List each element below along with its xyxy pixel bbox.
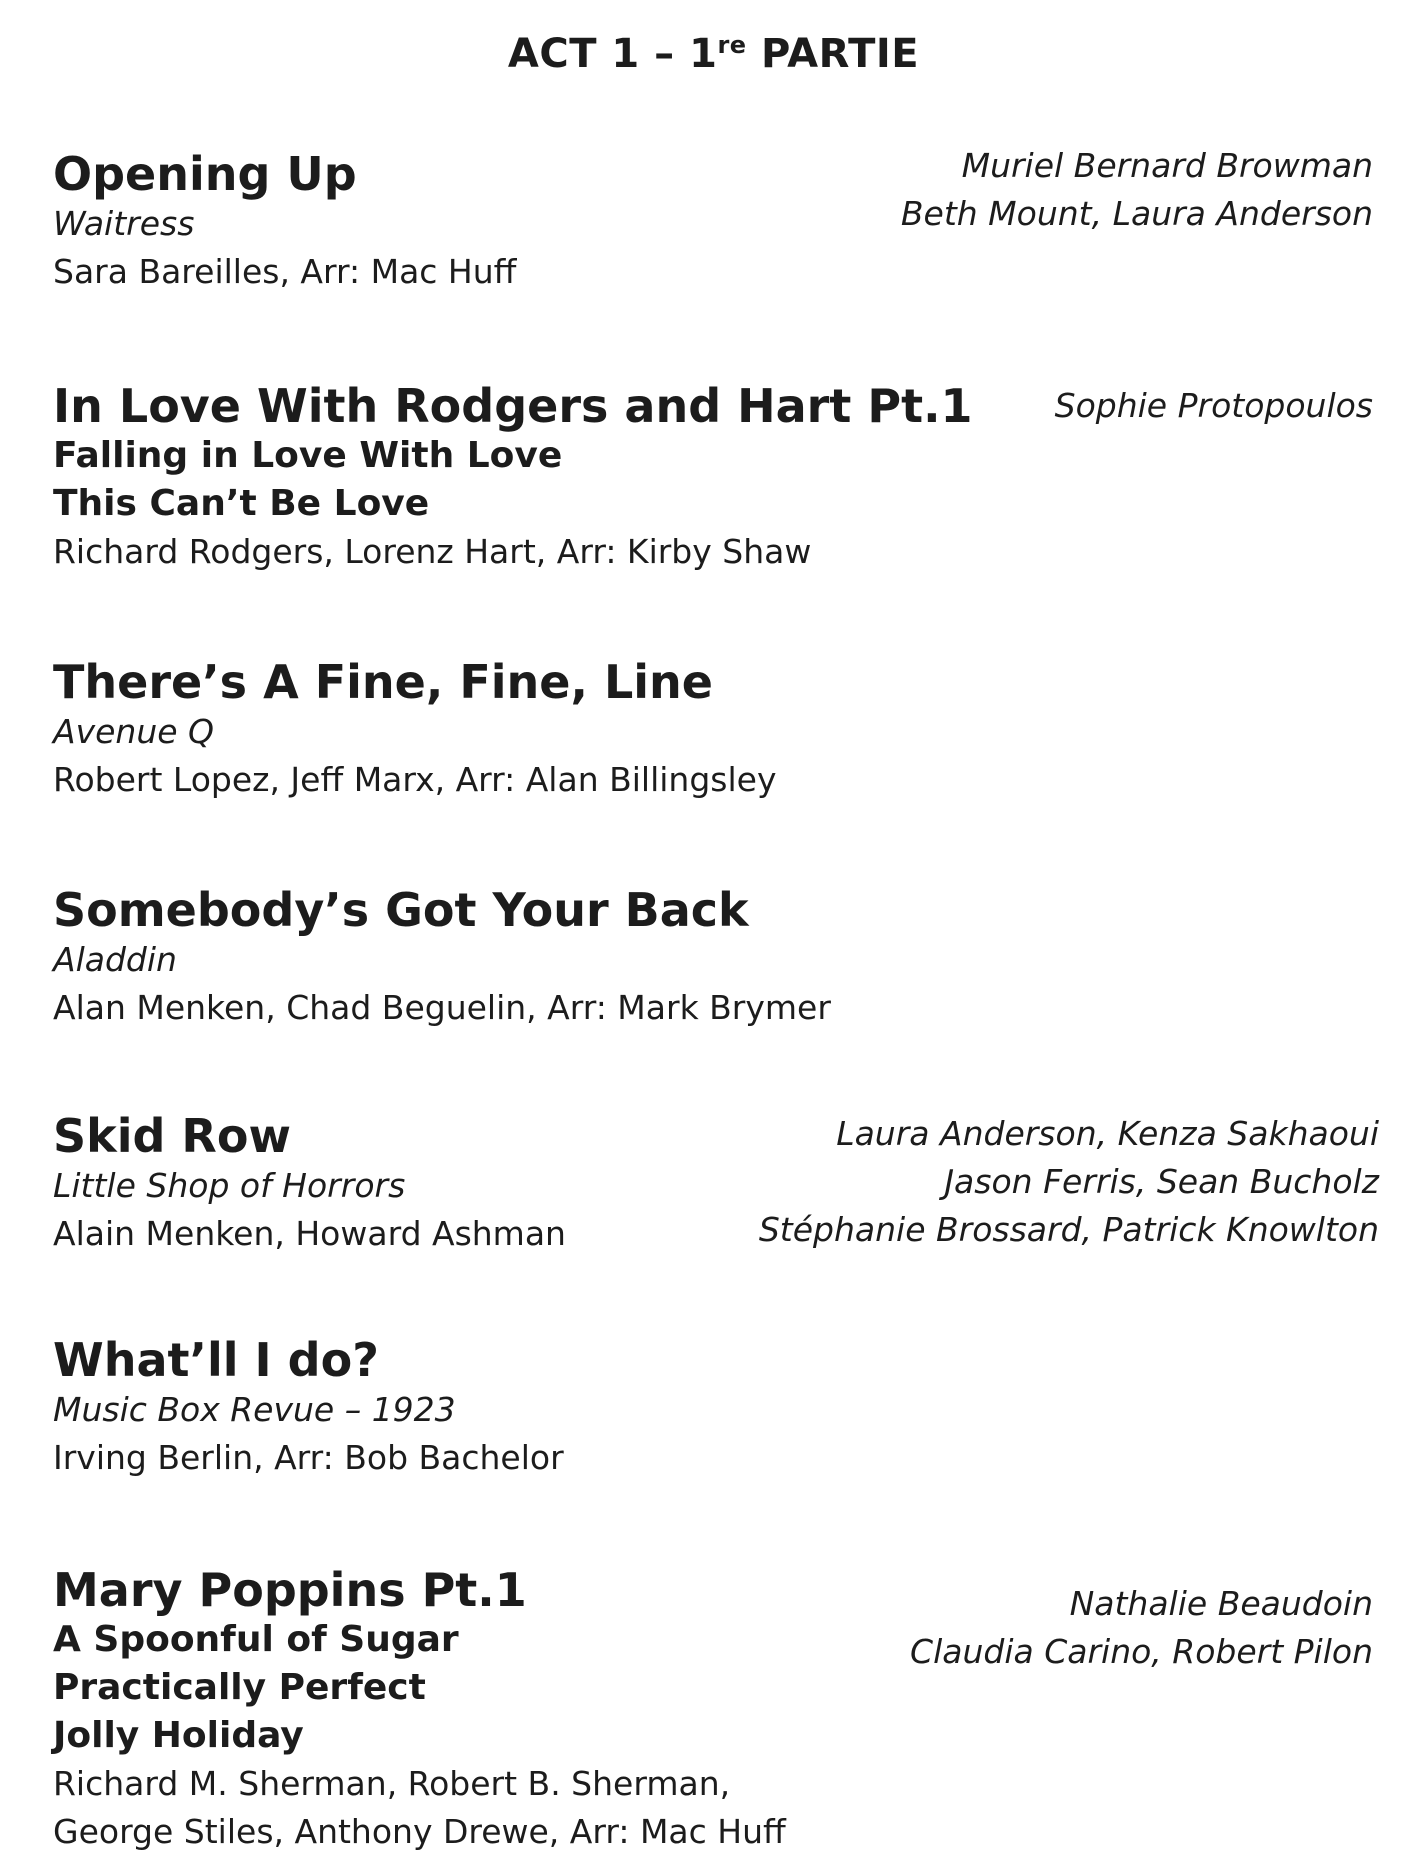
- page-title-main: ACT 1 – 1: [507, 31, 718, 77]
- performers: [679, 1110, 1379, 1254]
- performers: [673, 142, 1373, 238]
- show-name: Little Shop of Horrors: [53, 1166, 406, 1205]
- page-title: [0, 26, 1427, 87]
- performer-line: Muriel Bernard Browman: [961, 146, 1373, 185]
- show-name: Waitress: [53, 204, 195, 243]
- page-title-end: PARTIE: [746, 31, 920, 77]
- song-subtitle: This Can’t Be Love: [53, 483, 430, 524]
- show-name: Avenue Q: [53, 712, 215, 751]
- piece-info: [53, 884, 953, 1032]
- composer-credit: Sara Bareilles, Arr: Mac Huff: [53, 252, 517, 291]
- show-name: Aladdin: [53, 940, 177, 979]
- song-subtitle: Practically Perfect: [53, 1667, 426, 1708]
- performers: [673, 1580, 1373, 1676]
- performer-line: Laura Anderson, Kenza Sakhaoui: [836, 1114, 1379, 1153]
- composer-credit: Richard Rodgers, Lorenz Hart, Arr: Kirby Shaw: [53, 532, 812, 571]
- song-title: There’s A Fine, Fine, Line: [53, 655, 713, 709]
- page-title-superscript: re: [717, 31, 747, 59]
- performer-line: Beth Mount, Laura Anderson: [900, 194, 1373, 233]
- composer-credit: George Stiles, Anthony Drewe, Arr: Mac Huff: [53, 1812, 786, 1851]
- performer-line: Nathalie Beaudoin: [1069, 1584, 1373, 1623]
- performer-line: Jason Ferris, Sean Bucholz: [944, 1162, 1379, 1201]
- song-title: Opening Up: [53, 147, 357, 201]
- performer-line: Sophie Protopoulos: [1054, 386, 1373, 425]
- composer-credit: Richard M. Sherman, Robert B. Sherman,: [53, 1764, 731, 1803]
- performer-line: Claudia Carino, Robert Pilon: [910, 1632, 1373, 1671]
- composer-credit: Alan Menken, Chad Beguelin, Arr: Mark Brymer: [53, 988, 831, 1027]
- song-title: Somebody’s Got Your Back: [53, 883, 749, 937]
- song-title: Skid Row: [53, 1109, 291, 1163]
- song-title: Mary Poppins Pt.1: [53, 1563, 527, 1617]
- show-name: Music Box Revue – 1923: [53, 1390, 456, 1429]
- song-subtitle: Jolly Holiday: [53, 1715, 304, 1756]
- composer-credit: Alain Menken, Howard Ashman: [53, 1214, 566, 1253]
- composer-credit: Robert Lopez, Jeff Marx, Arr: Alan Billingsley: [53, 760, 777, 799]
- song-title: What’ll I do?: [53, 1333, 379, 1387]
- piece-info: [53, 656, 953, 804]
- song-subtitle: Falling in Love With Love: [53, 435, 563, 476]
- song-subtitle: A Spoonful of Sugar: [53, 1619, 459, 1660]
- song-title: In Love With Rodgers and Hart Pt.1: [53, 379, 973, 433]
- piece-info: [53, 1334, 953, 1482]
- performers: [673, 382, 1373, 430]
- composer-credit: Irving Berlin, Arr: Bob Bachelor: [53, 1438, 564, 1477]
- performer-line: Stéphanie Brossard, Patrick Knowlton: [758, 1210, 1379, 1249]
